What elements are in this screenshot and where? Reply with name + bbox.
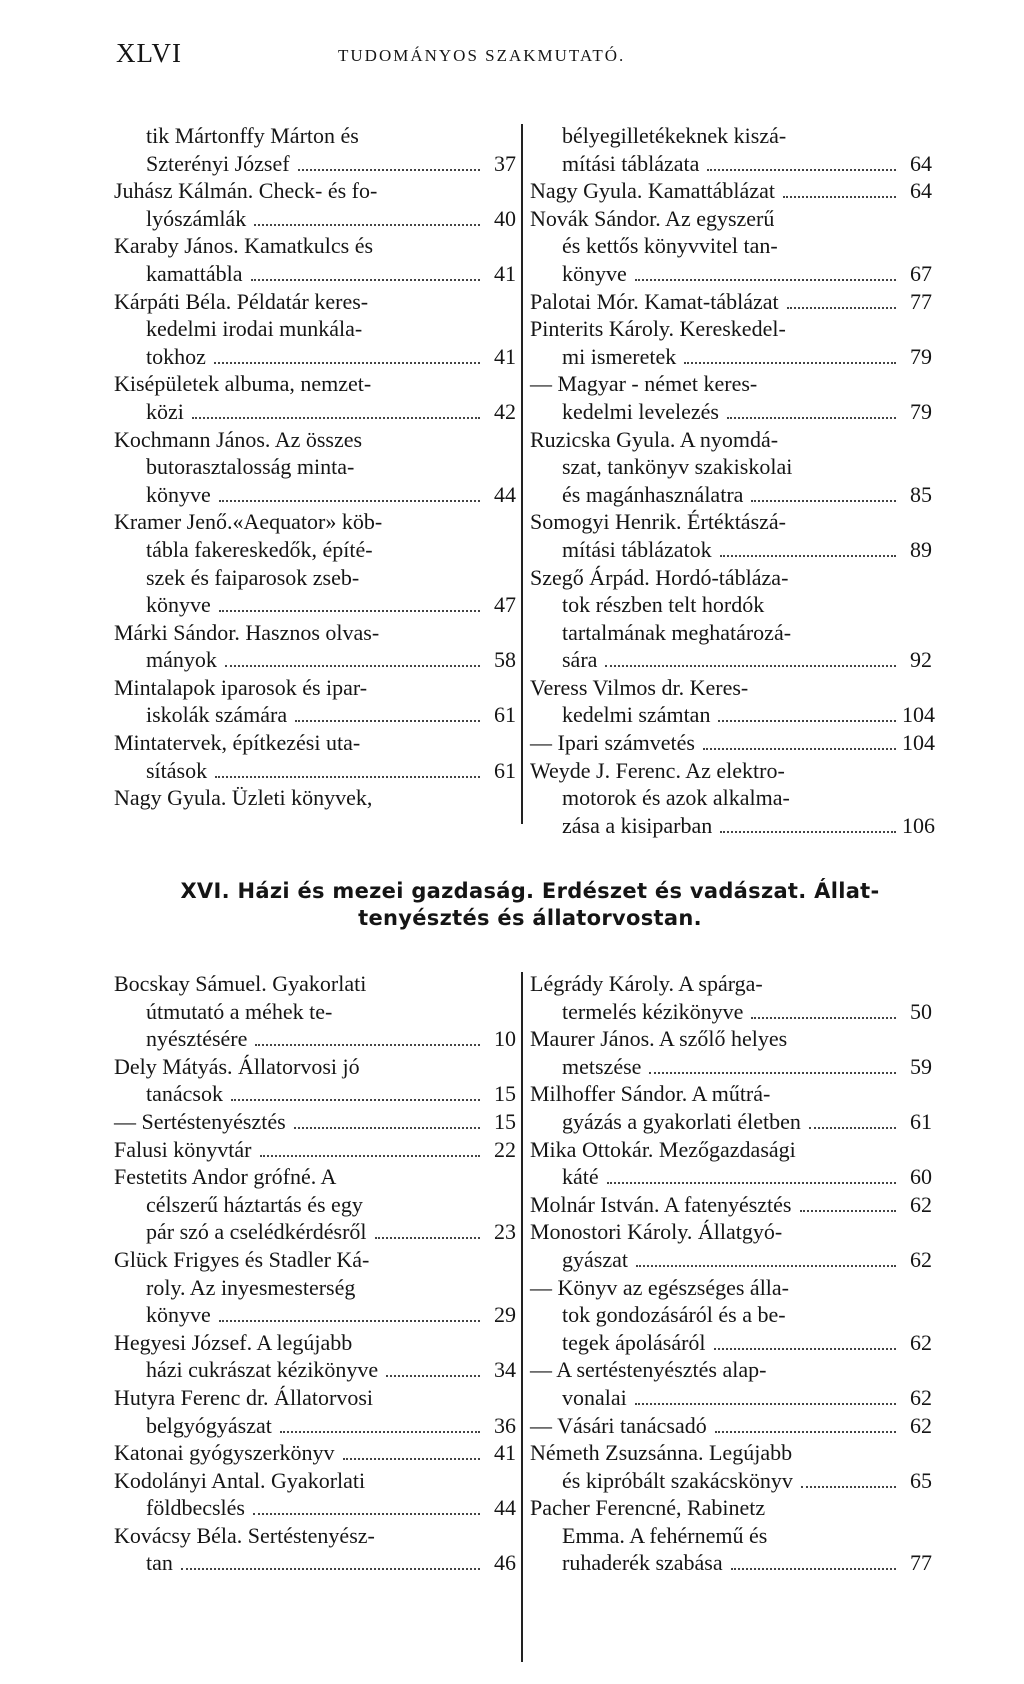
entry-line [114, 591, 516, 619]
entry-line [114, 1218, 516, 1246]
index-entry [114, 122, 516, 177]
entry-line: — Könyv az egészséges álla- [530, 1274, 790, 1300]
page-ref: 41 [494, 343, 516, 369]
dot-leader [260, 1155, 481, 1157]
dot-leader [636, 1265, 896, 1267]
dot-leader [607, 1182, 896, 1184]
entry-line [114, 1136, 516, 1164]
entry-line [114, 343, 516, 371]
index-entry [530, 1080, 932, 1135]
entry-line: bélyegilletékeknek kiszá- [562, 123, 787, 148]
index-entry [530, 729, 935, 757]
index-column-bottom-left [114, 970, 516, 1577]
page-ref: 89 [910, 536, 932, 562]
index-entry [114, 729, 516, 784]
entry-text: zása a kisiparban [562, 812, 713, 838]
page-ref: 61 [910, 1108, 932, 1134]
dot-leader [219, 610, 480, 612]
dot-leader [231, 1099, 480, 1101]
entry-text: Molnár István. A fatenyésztés [530, 1191, 792, 1217]
entry-line [530, 1467, 932, 1495]
entry-line [114, 701, 516, 729]
entry-line [530, 1191, 932, 1219]
page-ref: 41 [494, 260, 516, 286]
entry-line: és kettős könyvvitel tan- [562, 233, 778, 259]
entry-line: tartalmának meghatározá- [562, 619, 792, 645]
dot-leader [635, 1403, 896, 1405]
dot-leader [192, 417, 480, 419]
page-ref: 65 [910, 1467, 932, 1493]
entry-line: Ruzicska Gyula. A nyomdá- [530, 426, 779, 452]
page-ref: 37 [494, 150, 516, 176]
page-ref: 64 [910, 178, 932, 204]
dot-leader [783, 196, 896, 198]
page-ref: 64 [910, 150, 932, 176]
entry-line [530, 998, 932, 1026]
entry-line: Emma. A fehérnemű és [562, 1522, 768, 1548]
entry-text: és kipróbált szakácskönyv [562, 1467, 793, 1493]
entry-text: mítási táblázata [562, 150, 700, 176]
entry-line [530, 812, 935, 840]
entry-line: Szegő Árpád. Hordó-tábláza- [530, 564, 789, 590]
entry-line [530, 1329, 932, 1357]
dot-leader [649, 1072, 896, 1074]
entry-line: Márki Sándor. Hasznos olvas- [114, 619, 380, 645]
entry-line: tok gondozásáról és a be- [562, 1302, 786, 1328]
entry-line [530, 536, 932, 564]
page-ref: 62 [910, 1384, 932, 1410]
page-ref: 60 [910, 1164, 932, 1190]
index-entry [530, 426, 932, 509]
index-entry [114, 1108, 516, 1136]
entry-line [114, 205, 516, 233]
entry-line [530, 1163, 932, 1191]
entry-text: kedelmi levelezés [562, 398, 719, 424]
index-entry [114, 232, 516, 287]
index-entry [114, 619, 516, 674]
dot-leader [727, 417, 896, 419]
entry-text: káté [562, 1164, 599, 1190]
page-ref: 58 [494, 647, 516, 673]
entry-line: Kisépületek albuma, nemzet- [114, 371, 372, 397]
index-entry [530, 757, 935, 840]
entry-text: tan [146, 1550, 173, 1576]
page-ref: 36 [494, 1412, 516, 1438]
entry-text: mítási táblázatok [562, 536, 712, 562]
entry-line [530, 701, 935, 729]
entry-line [114, 481, 516, 509]
entry-line [530, 1108, 932, 1136]
dot-leader [294, 1127, 480, 1129]
entry-line: Pinterits Károly. Kereskedel- [530, 316, 786, 342]
entry-line: Hegyesi József. A legújabb [114, 1329, 353, 1355]
entry-line: Juhász Kálmán. Check- és fo- [114, 178, 378, 204]
page-ref: 44 [494, 1495, 516, 1521]
entry-line: Maurer János. A szőlő helyes [530, 1026, 788, 1052]
dot-leader [253, 1513, 480, 1515]
entry-line [114, 646, 516, 674]
entry-line [114, 398, 516, 426]
entry-line: Mintalapok iparosok és ipar- [114, 674, 368, 700]
dot-leader [214, 362, 480, 364]
page-ref: 29 [494, 1302, 516, 1328]
page-ref: 62 [910, 1246, 932, 1272]
index-entry [114, 1053, 516, 1108]
dot-leader [703, 748, 896, 750]
entry-line [114, 1108, 516, 1136]
entry-line [530, 646, 932, 674]
page-ref: 85 [910, 481, 932, 507]
entry-text: — Vásári tanácsadó [530, 1412, 707, 1438]
entry-line: motorok és azok alkalma- [562, 785, 790, 811]
dot-leader [298, 169, 480, 171]
entry-line: Kramer Jenő.«Aequator» köb- [114, 509, 383, 535]
index-entry [530, 1025, 932, 1080]
index-entry [114, 1467, 516, 1522]
index-entry [530, 674, 935, 729]
entry-line: Légrády Károly. A spárga- [530, 971, 763, 996]
dot-leader [225, 665, 480, 667]
entry-text: kedelmi számtan [562, 702, 711, 728]
dot-leader [375, 1237, 480, 1239]
entry-line [530, 1053, 932, 1081]
entry-line [114, 1301, 516, 1329]
entry-line [530, 150, 932, 178]
entry-line: Nagy Gyula. Üzleti könyvek, [114, 785, 373, 811]
page-ref: 46 [494, 1550, 516, 1576]
entry-line: roly. Az inyesmesterség [146, 1274, 356, 1300]
dot-leader [707, 169, 896, 171]
page-ref: 34 [494, 1357, 516, 1383]
index-column-top-left [114, 122, 516, 812]
entry-text: sítások [146, 757, 208, 783]
entry-line: Festetits Andor grófné. A [114, 1164, 337, 1190]
dot-leader [751, 500, 896, 502]
page-ref: 104 [902, 702, 935, 728]
entry-text: közi [146, 398, 184, 424]
entry-text: Nagy Gyula. Kamattáblázat [530, 178, 775, 204]
entry-text: Falusi könyvtár [114, 1136, 252, 1162]
entry-text: tokhoz [146, 343, 206, 369]
entry-line [530, 1549, 932, 1577]
index-entry [114, 784, 516, 812]
page-ref: 41 [494, 1440, 516, 1466]
index-entry [114, 288, 516, 371]
entry-line: Mintatervek, építkezési uta- [114, 730, 361, 756]
dot-leader [215, 776, 480, 778]
index-entry [530, 315, 932, 370]
entry-text: vonalai [562, 1384, 627, 1410]
index-column-top-right [530, 122, 935, 839]
entry-text: könyve [562, 260, 627, 286]
dot-leader [343, 1458, 480, 1460]
entry-line: tábla fakereskedők, építé- [146, 536, 373, 562]
entry-text: sára [562, 647, 598, 673]
entry-line [530, 398, 932, 426]
entry-text: könyve [146, 592, 211, 618]
page-ref: 61 [494, 757, 516, 783]
entry-text: kamattábla [146, 260, 243, 286]
page-ref: 50 [910, 998, 932, 1024]
index-entry [530, 370, 932, 425]
dot-leader [714, 1348, 896, 1350]
entry-line: Hutyra Ferenc dr. Állatorvosi [114, 1384, 374, 1410]
index-entry [114, 1384, 516, 1439]
page-ref: 62 [910, 1412, 932, 1438]
page-ref: 92 [910, 647, 932, 673]
entry-line [114, 1494, 516, 1522]
entry-line: Kárpáti Béla. Példatár keres- [114, 288, 369, 314]
entry-line [530, 729, 935, 757]
entry-line [530, 481, 932, 509]
entry-line [114, 1549, 516, 1577]
entry-line: Novák Sándor. Az egyszerű [530, 205, 775, 231]
entry-line: tik Mártonffy Márton és [146, 123, 359, 148]
section-heading-line-1: XVI. Házi és mezei gazdaság. Erdészet és vadászat. Állat- [180, 879, 880, 903]
entry-text: mi ismeretek [562, 343, 677, 369]
entry-line [530, 260, 932, 288]
entry-text: belgyógyászat [146, 1412, 272, 1438]
dot-leader [219, 500, 480, 502]
dot-leader [386, 1375, 480, 1377]
entry-line: célszerű háztartás és egy [146, 1191, 363, 1217]
entry-line [530, 288, 932, 316]
entry-text: és magánhasználatra [562, 481, 744, 507]
entry-text: pár szó a cselédkérdésről [146, 1219, 367, 1245]
index-entry [114, 1329, 516, 1384]
section-heading [100, 878, 960, 932]
index-entry [530, 970, 932, 1025]
entry-line [114, 757, 516, 785]
page-ref: 67 [910, 260, 932, 286]
index-entry [530, 508, 932, 563]
entry-text: mányok [146, 647, 217, 673]
page-number: XLVI [116, 38, 183, 68]
entry-line: Somogyi Henrik. Értéktászá- [530, 509, 786, 535]
dot-leader [295, 720, 480, 722]
entry-line [114, 1412, 516, 1440]
entry-line [114, 1025, 516, 1053]
entry-text: tegek ápolásáról [562, 1329, 706, 1355]
entry-text: ruhaderék szabása [562, 1550, 723, 1576]
entry-line [530, 1246, 932, 1274]
index-entry [530, 1218, 932, 1273]
entry-text: — Sertéstenyésztés [114, 1108, 286, 1134]
index-entry [530, 1494, 932, 1577]
index-entry [114, 970, 516, 1053]
dot-leader [720, 555, 896, 557]
index-entry [530, 122, 932, 177]
dot-leader [718, 720, 896, 722]
entry-line: Monostori Károly. Állatgyó- [530, 1219, 783, 1245]
dot-leader [181, 1568, 480, 1570]
page-ref: 79 [910, 398, 932, 424]
page-ref: 77 [910, 288, 932, 314]
page-ref: 15 [494, 1081, 516, 1107]
index-entry [114, 1163, 516, 1246]
entry-text: könyve [146, 481, 211, 507]
entry-text: Palotai Mór. Kamat-táblázat [530, 288, 779, 314]
entry-line: Veress Vilmos dr. Keres- [530, 674, 749, 700]
entry-line: Dely Mátyás. Állatorvosi jó [114, 1053, 360, 1079]
entry-line: Pacher Ferencné, Rabinetz [530, 1495, 766, 1521]
page-header [116, 38, 906, 72]
index-entry [114, 426, 516, 509]
index-entry [114, 1136, 516, 1164]
entry-line: — Magyar - német keres- [530, 371, 758, 397]
entry-line [530, 177, 932, 205]
dot-leader [809, 1127, 896, 1129]
entry-line: Mika Ottokár. Mezőgazdasági [530, 1136, 796, 1162]
dot-leader [254, 224, 480, 226]
page-ref: 22 [494, 1136, 516, 1162]
dot-leader [605, 665, 896, 667]
entry-line: Milhoffer Sándor. A műtrá- [530, 1081, 771, 1107]
entry-line [530, 1412, 932, 1440]
page-ref: 10 [494, 1026, 516, 1052]
dot-leader [635, 279, 896, 281]
index-entry [114, 508, 516, 618]
entry-text: földbecslés [146, 1495, 245, 1521]
dot-leader [280, 1431, 480, 1433]
index-entry [530, 1274, 932, 1357]
page-ref: 15 [494, 1108, 516, 1134]
index-entry [114, 1246, 516, 1329]
entry-line [530, 343, 932, 371]
index-entry [530, 1136, 932, 1191]
entry-line: Kodolányi Antal. Gyakorlati [114, 1467, 366, 1493]
page-ref: 23 [494, 1219, 516, 1245]
entry-line: Bocskay Sámuel. Gyakorlati [114, 971, 367, 996]
index-entry [530, 1412, 932, 1440]
page-ref: 42 [494, 398, 516, 424]
entry-text: lyószámlák [146, 205, 247, 231]
index-column-bottom-right [530, 970, 932, 1577]
entry-line: Kovácsy Béla. Sertéstenyész- [114, 1522, 375, 1548]
entry-line [114, 1080, 516, 1108]
page-ref: 59 [910, 1053, 932, 1079]
entry-text: Szterényi József [146, 150, 290, 176]
entry-line: útmutató a méhek te- [146, 998, 333, 1024]
entry-line: szek és faiparosok zseb- [146, 564, 360, 590]
index-entry [114, 1439, 516, 1467]
index-entry [530, 564, 932, 674]
entry-line: Weyde J. Ferenc. Az elektro- [530, 757, 785, 783]
page-ref: 61 [494, 702, 516, 728]
index-entry [114, 1522, 516, 1577]
column-divider-bottom [521, 972, 523, 1662]
entry-line [114, 150, 516, 178]
index-entry [114, 177, 516, 232]
entry-line: butorasztalosság minta- [146, 454, 355, 480]
dot-leader [684, 362, 896, 364]
index-entry [114, 674, 516, 729]
entry-line [530, 1384, 932, 1412]
page-ref: 77 [910, 1550, 932, 1576]
entry-text: házi cukrászat kézikönyve [146, 1357, 379, 1383]
dot-leader [751, 1017, 896, 1019]
entry-text: nyésztésére [146, 1026, 248, 1052]
entry-text: Katonai gyógyszerkönyv [114, 1440, 335, 1466]
page-ref: 62 [910, 1329, 932, 1355]
index-entry [530, 1356, 932, 1411]
entry-text: tanácsok [146, 1081, 223, 1107]
index-entry [530, 1191, 932, 1219]
index-entry [530, 1439, 932, 1494]
entry-text: metszése [562, 1053, 642, 1079]
dot-leader [720, 831, 896, 833]
index-entry [530, 288, 932, 316]
entry-line: — A sertéstenyésztés alap- [530, 1357, 767, 1383]
dot-leader [800, 1210, 897, 1212]
dot-leader [801, 1486, 896, 1488]
column-divider-top [521, 124, 523, 824]
entry-line: Karaby János. Kamatkulcs és [114, 233, 374, 259]
entry-line: szat, tankönyv szakiskolai [562, 454, 793, 480]
dot-leader [251, 279, 480, 281]
entry-line: tok részben telt hordók [562, 592, 765, 618]
page-ref: 44 [494, 481, 516, 507]
page-ref: 104 [902, 730, 935, 756]
page-ref: 40 [494, 205, 516, 231]
dot-leader [219, 1320, 480, 1322]
index-entry [530, 177, 932, 205]
entry-text: — Ipari számvetés [530, 730, 695, 756]
entry-line [114, 260, 516, 288]
entry-line: Németh Zsuzsánna. Legújabb [530, 1440, 793, 1466]
dot-leader [715, 1431, 896, 1433]
page-ref: 106 [902, 812, 935, 838]
dot-leader [255, 1044, 480, 1046]
entry-text: gyászat [562, 1246, 628, 1272]
running-head: TUDOMÁNYOS SZAKMUTATÓ. [338, 46, 626, 65]
index-entry [530, 205, 932, 288]
entry-line: Glück Frigyes és Stadler Ká- [114, 1246, 370, 1272]
entry-text: gyázás a gyakorlati életben [562, 1108, 801, 1134]
entry-line [114, 1439, 516, 1467]
page-ref: 62 [910, 1191, 932, 1217]
page-ref: 47 [494, 592, 516, 618]
entry-text: termelés kézikönyve [562, 998, 744, 1024]
entry-text: könyve [146, 1302, 211, 1328]
dot-leader [731, 1568, 896, 1570]
dot-leader [787, 307, 896, 309]
entry-line: kedelmi irodai munkála- [146, 316, 363, 342]
entry-line: Kochmann János. Az összes [114, 426, 363, 452]
entry-line [114, 1356, 516, 1384]
section-heading-line-2: tenyésztés és állatorvostan. [358, 906, 702, 930]
entry-text: iskolák számára [146, 702, 288, 728]
page-ref: 79 [910, 343, 932, 369]
index-entry [114, 370, 516, 425]
